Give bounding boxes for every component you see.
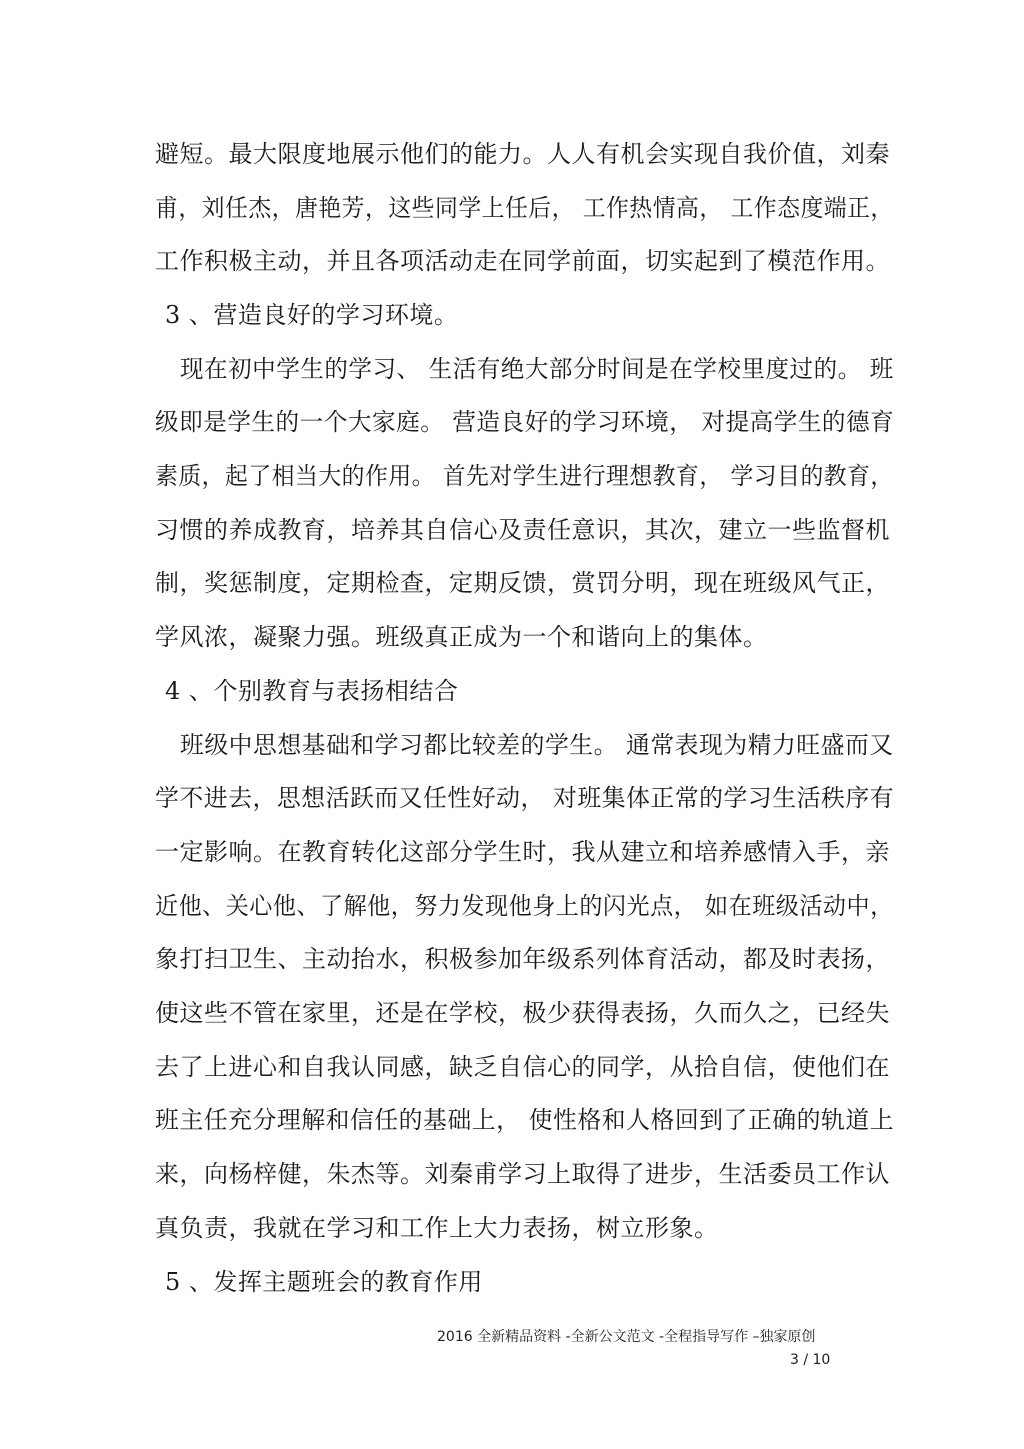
body-line: 素质，起了相当大的作用。 首先对学生进行理想教育， 学习目的教育， xyxy=(155,462,894,490)
body-line: 现在初中学生的学习、 生活有绝大部分时间是在学校里度过的。 班 xyxy=(180,355,894,383)
body-line: 学风浓，凝聚力强。班级真正成为一个和谐向上的集体。 xyxy=(155,623,768,651)
section-heading: 4 、个别教育与表扬相结合 xyxy=(165,677,459,705)
body-line: 来，向杨梓健，朱杰等。刘秦甫学习上取得了进步，生活委员工作认 xyxy=(155,1160,890,1188)
body-line: 去了上进心和自我认同感，缺乏自信心的同学，从拾自信，使他们在 xyxy=(155,1053,890,1081)
body-line: 班主任充分理解和信任的基础上， 使性格和人格回到了正确的轨道上 xyxy=(155,1106,895,1134)
footer-tagline: 2016 全新精品资料 -全新公文范文 -全程指导写作 –独家原创 xyxy=(437,1329,816,1345)
body-line: 班级中思想基础和学习都比较差的学生。 通常表现为精力旺盛而又 xyxy=(180,731,894,759)
body-line: 避短。最大限度地展示他们的能力。人人有机会实现自我价值，刘秦 xyxy=(155,140,890,168)
body-line: 习惯的养成教育，培养其自信心及责任意识，其次，建立一些监督机 xyxy=(155,516,890,544)
body-line: 使这些不管在家里，还是在学校，极少获得表扬，久而久之，已经失 xyxy=(155,999,890,1027)
body-line: 近他、关心他、了解他，努力发现他身上的闪光点， 如在班级活动中， xyxy=(155,892,894,920)
body-line: 象打扫卫生、主动抬水，积极参加年级系列体育活动，都及时表扬， xyxy=(155,945,890,973)
body-line: 甫，刘任杰，唐艳芳，这些同学上任后， 工作热情高， 工作态度端正， xyxy=(155,194,894,222)
section-heading: 5 、发挥主题班会的教育作用 xyxy=(165,1268,483,1296)
body-line: 一定影响。在教育转化这部分学生时，我从建立和培养感情入手，亲 xyxy=(155,838,890,866)
section-heading: 3 、营造良好的学习环境。 xyxy=(165,301,459,329)
page-number: 3 / 10 xyxy=(790,1352,831,1368)
body-line: 工作积极主动，并且各项活动走在同学前面，切实起到了模范作用。 xyxy=(155,247,890,275)
body-line: 制，奖惩制度，定期检查，定期反馈，赏罚分明，现在班级风气正， xyxy=(155,569,890,597)
body-line: 级即是学生的一个大家庭。 营造良好的学习环境， 对提高学生的德育 xyxy=(155,408,895,436)
body-line: 学不进去，思想活跃而又任性好动， 对班集体正常的学习生活秩序有 xyxy=(155,784,895,812)
body-line: 真负责，我就在学习和工作上大力表扬，树立形象。 xyxy=(155,1214,719,1242)
